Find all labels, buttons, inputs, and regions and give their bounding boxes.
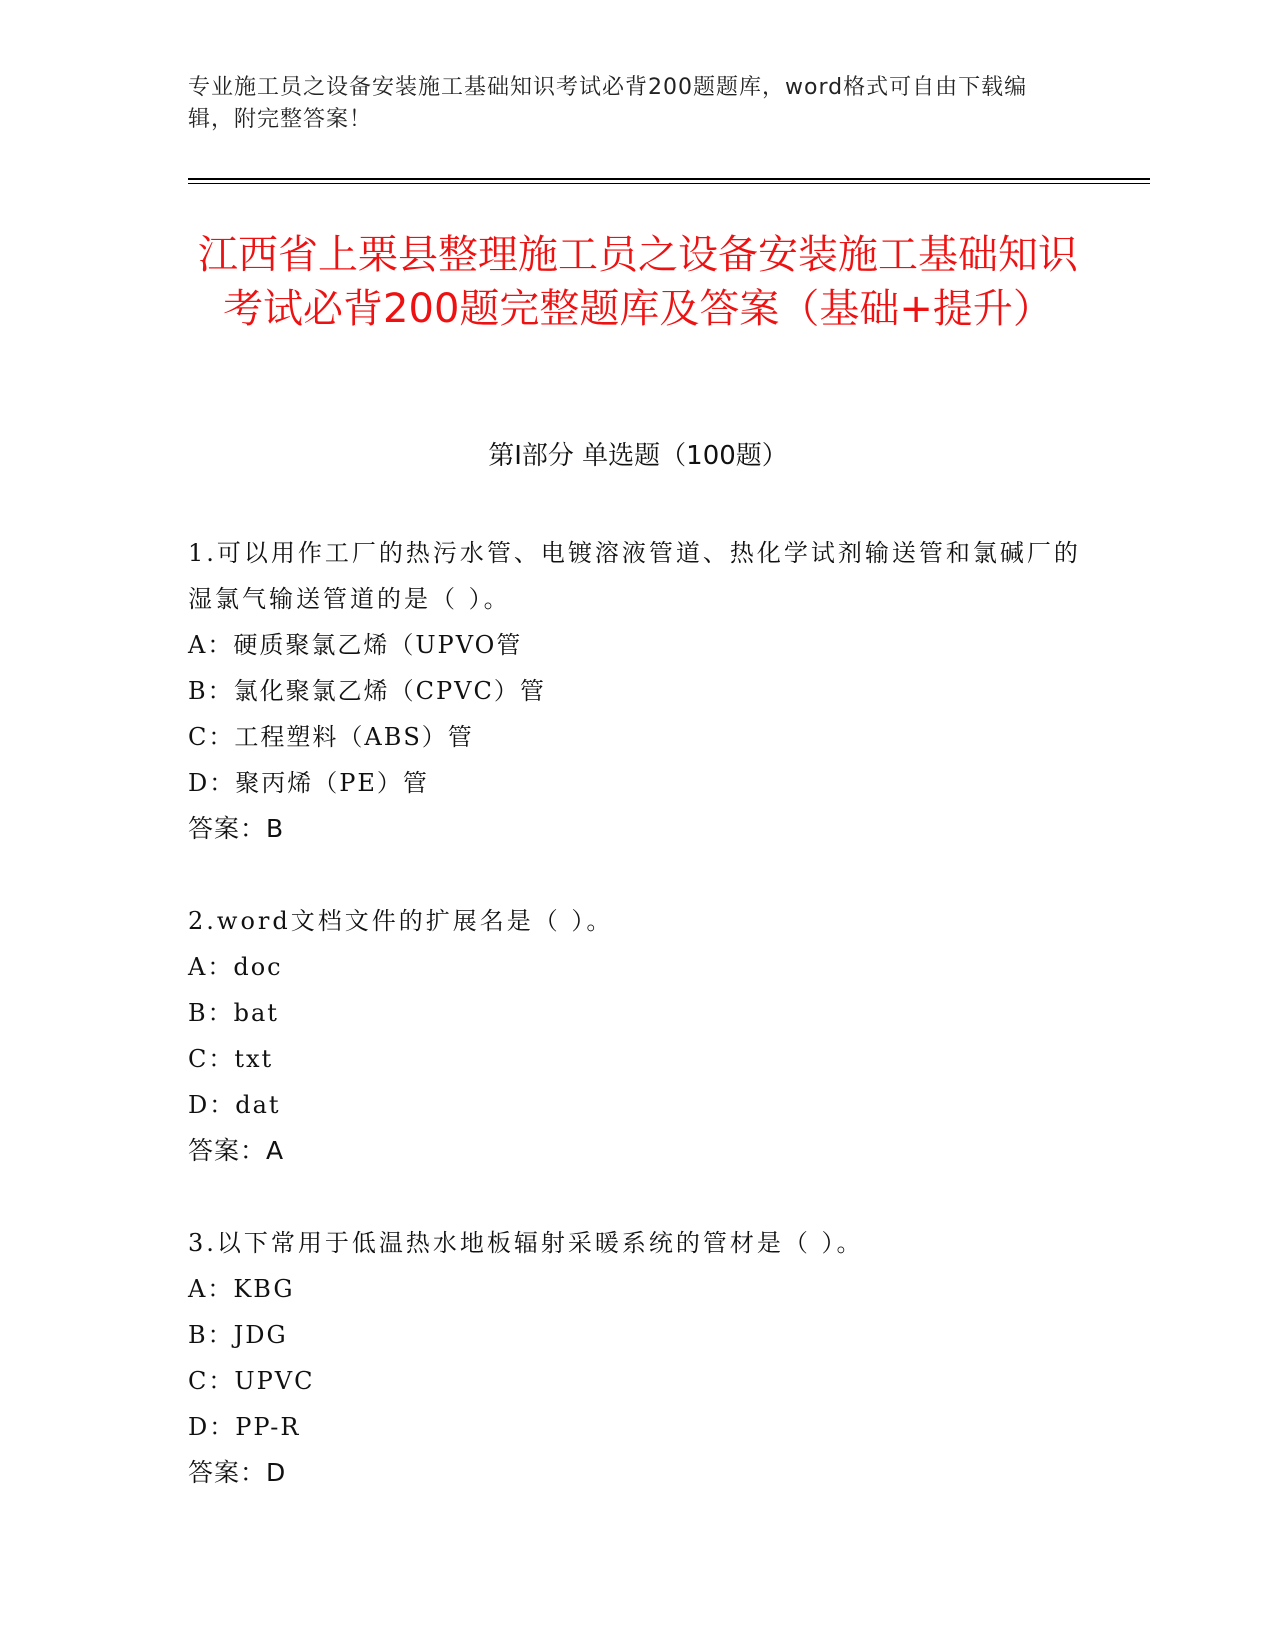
answer: 答案：A [188, 1136, 285, 1165]
option-b: B：JDG [188, 1321, 288, 1349]
section-heading: 第I部分 单选题（100题） [488, 441, 788, 471]
answer: 答案：B [188, 814, 285, 843]
header-rule-thin [188, 183, 1150, 184]
option-b: B：bat [188, 999, 279, 1027]
option-c: C：工程塑料（ABS）管 [188, 723, 474, 751]
document-title: 江西省上栗县整理施工员之设备安装施工基础知识考试必背200题完整题库及答案（基础+提升） [198, 232, 1078, 332]
option-d: D：dat [188, 1091, 281, 1119]
header-text: 专业施工员之设备安装施工基础知识考试必背200题题库，word格式可自由下载编辑，附完整答案！ [188, 75, 1028, 132]
option-a: A：硬质聚氯乙烯（UPVO管 [188, 631, 523, 659]
question-list [188, 530, 1088, 1542]
question-stem: 2.word文档文件的扩展名是（ ）。 [188, 907, 614, 935]
option-d: D：PP-R [188, 1413, 301, 1441]
option-b: B：氯化聚氯乙烯（CPVC）管 [188, 677, 546, 705]
option-a: A：KBG [188, 1275, 295, 1303]
question-stem: 1.可以用作工厂的热污水管、电镀溶液管道、热化学试剂输送管和氯碱厂的湿氯气输送管道的是（ ）。 [188, 539, 1081, 613]
option-a: A：doc [188, 953, 283, 981]
question-3 [188, 1220, 1088, 1496]
question-stem: 3.以下常用于低温热水地板辐射采暖系统的管材是（ ）。 [188, 1229, 864, 1257]
question-2 [188, 898, 1088, 1174]
option-c: C：txt [188, 1045, 274, 1073]
option-c: C：UPVC [188, 1367, 315, 1395]
option-d: D：聚丙烯（PE）管 [188, 769, 429, 797]
header-rule-thick [188, 178, 1150, 180]
answer: 答案：D [188, 1458, 287, 1487]
question-1 [188, 530, 1088, 852]
